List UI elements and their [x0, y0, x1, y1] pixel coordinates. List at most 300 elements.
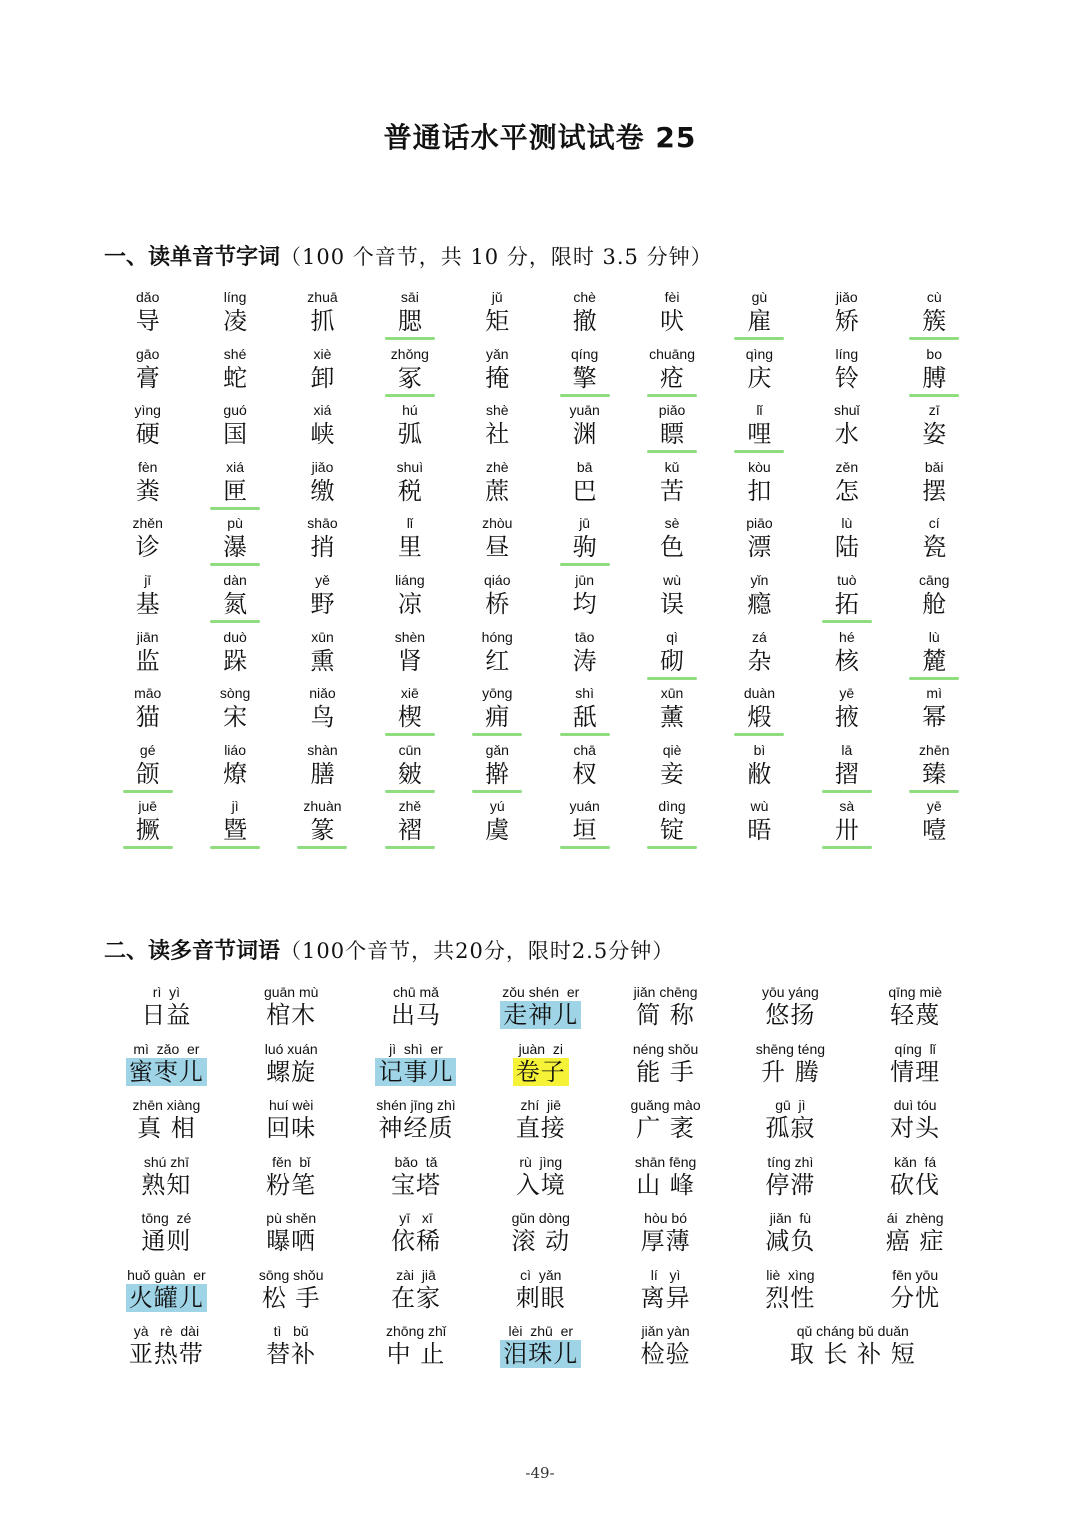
highlighted-word: 蜜枣儿: [126, 1058, 207, 1086]
char-cell: [628, 741, 715, 798]
word-text: 依稀: [390, 1227, 441, 1255]
pinyin-label: qīng miè: [888, 984, 943, 1000]
pinyin-label: zhěn: [132, 515, 163, 532]
char-cell: [366, 401, 453, 458]
char-cell: [891, 684, 978, 741]
word-text: 神经质: [378, 1114, 454, 1142]
pinyin-label: líng: [223, 289, 247, 305]
pinyin-label: chuāng: [649, 345, 695, 362]
pinyin-label: bā: [576, 458, 593, 475]
pinyin-label: cūn: [398, 741, 422, 758]
word-cell: [229, 1153, 354, 1210]
char-cell: [541, 345, 628, 402]
char-cell: [891, 797, 978, 854]
hanzi-char: 驹: [572, 533, 597, 562]
hanzi-char: 诊: [135, 533, 160, 562]
char-cell: [541, 288, 628, 345]
difficulty-underline: [385, 790, 435, 793]
pinyin-label: gù: [751, 289, 768, 305]
char-cell: [191, 514, 278, 571]
hanzi-char: 瞟: [660, 420, 685, 449]
hanzi-char: 凌: [223, 307, 248, 335]
hanzi-char: 渊: [572, 420, 597, 449]
hanzi-char: 噎: [922, 816, 947, 845]
pinyin-label: zá: [752, 628, 767, 645]
pinyin-label: shēng téng: [755, 1040, 826, 1057]
pinyin-label: zěn: [835, 458, 859, 475]
pinyin-label: māo: [134, 685, 162, 702]
difficulty-underline: [909, 790, 959, 793]
pinyin-label: líng: [835, 345, 859, 362]
word-cell: [478, 1096, 603, 1153]
hanzi-char: 税: [397, 476, 422, 505]
pinyin-label: zhí jiē: [520, 1097, 562, 1113]
difficulty-underline: [560, 846, 610, 849]
char-cell: [803, 458, 890, 515]
hanzi-char: 燎: [223, 759, 248, 788]
pinyin-label: jiǎo: [835, 289, 858, 305]
pinyin-label: jì: [231, 798, 239, 815]
hanzi-char: 卸: [310, 363, 335, 392]
pinyin-label: kǔ: [664, 458, 680, 475]
pinyin-label: yī xī: [399, 1210, 433, 1226]
char-cell: [366, 345, 453, 402]
difficulty-underline: [734, 337, 784, 340]
word-text: 螺旋: [266, 1057, 317, 1086]
pinyin-label: zhōng zhǐ: [386, 1323, 446, 1339]
word-cell: [853, 1040, 978, 1097]
hanzi-char: 苦: [660, 476, 685, 505]
hanzi-char: 雇: [747, 307, 772, 335]
pinyin-label: guān mù: [263, 984, 319, 1000]
pinyin-label: chū mǎ: [393, 984, 439, 1000]
char-cell: [191, 401, 278, 458]
char-cell: [191, 628, 278, 685]
hanzi-char: 国: [223, 420, 248, 449]
char-cell: [366, 288, 453, 345]
word-text: 轻蔑: [890, 1001, 941, 1029]
difficulty-underline: [385, 394, 435, 397]
pinyin-label: yē: [926, 798, 942, 815]
hanzi-char: 臻: [922, 759, 947, 788]
char-cell: [628, 401, 715, 458]
hanzi-char: 掩: [485, 363, 510, 392]
word-cell: [603, 1040, 728, 1097]
hanzi-char: 敝: [747, 759, 772, 788]
hanzi-char: 导: [135, 307, 160, 335]
char-cell: [191, 458, 278, 515]
pinyin-label: duò: [223, 628, 247, 645]
char-cell: [803, 401, 890, 458]
char-cell: [628, 514, 715, 571]
word-text: 取 长 补 短: [789, 1340, 916, 1368]
word-cell: [853, 983, 978, 1040]
char-cell: [891, 401, 978, 458]
hanzi-char: 腮: [397, 307, 422, 335]
word-text: 简 称: [636, 1001, 695, 1029]
hanzi-char: 峡: [310, 420, 335, 449]
char-cell: [803, 628, 890, 685]
pinyin-label: zī: [928, 402, 940, 419]
char-cell: [891, 741, 978, 798]
char-cell: [191, 345, 278, 402]
difficulty-underline: [123, 790, 173, 793]
char-cell: [366, 741, 453, 798]
pinyin-label: cí: [928, 515, 940, 532]
hanzi-char: 哩: [747, 420, 772, 449]
word-cell: [603, 1096, 728, 1153]
pinyin-label: duàn: [743, 685, 775, 702]
word-cell: [354, 1209, 479, 1266]
section2-heading-note: （100个音节，共20分，限时2.5分钟）: [280, 939, 675, 963]
pinyin-label: jǔ: [491, 289, 503, 305]
pinyin-label: kòu: [748, 458, 771, 475]
pinyin-label: sè: [664, 515, 680, 532]
pinyin-label: shàn: [307, 741, 338, 758]
hanzi-char: 社: [485, 420, 510, 449]
hanzi-char: 幂: [922, 703, 947, 732]
highlighted-word: 卷子: [513, 1058, 569, 1086]
word-text: 亚热带: [128, 1340, 204, 1368]
pinyin-label: guǎng mào: [630, 1097, 701, 1113]
pinyin-label: wù: [750, 798, 769, 815]
pinyin-label: zhuā: [307, 289, 338, 305]
word-cell: [354, 1096, 479, 1153]
pinyin-label: piǎo: [658, 402, 686, 419]
hanzi-char: 粪: [135, 476, 160, 505]
char-cell: [541, 628, 628, 685]
word-text: 日益: [141, 1001, 192, 1029]
word-cell: [728, 983, 853, 1040]
char-cell: [104, 345, 191, 402]
pinyin-label: dìng: [658, 798, 686, 815]
hanzi-char: 里: [397, 533, 422, 562]
char-cell: [454, 684, 541, 741]
pinyin-label: qì: [666, 628, 678, 645]
hanzi-char: 颌: [135, 759, 160, 788]
word-cell: [853, 1096, 978, 1153]
char-cell: [628, 288, 715, 345]
pinyin-label: lā: [841, 741, 853, 758]
difficulty-underline: [909, 337, 959, 340]
word-text: 入境: [515, 1170, 566, 1199]
word-cell: [104, 1266, 229, 1323]
char-cell: [191, 797, 278, 854]
pinyin-label: rì yì: [152, 984, 181, 1000]
char-cell: [716, 345, 803, 402]
pinyin-label: xūn: [311, 628, 334, 645]
word-text: 升 腾: [761, 1057, 820, 1086]
highlighted-word: 火罐儿: [126, 1284, 207, 1312]
char-cell: [628, 684, 715, 741]
pinyin-label: liáo: [224, 741, 246, 758]
char-cell: [279, 684, 366, 741]
word-text: 棺木: [266, 1001, 317, 1029]
word-cell: [853, 1209, 978, 1266]
word-text: 广 袤: [636, 1114, 695, 1142]
char-cell: [366, 797, 453, 854]
hanzi-char: 猫: [135, 703, 160, 732]
word-cell: [354, 1153, 479, 1210]
hanzi-char: 摆: [922, 476, 947, 505]
pinyin-label: yuān: [569, 402, 600, 419]
hanzi-char: 涛: [572, 646, 597, 675]
pinyin-label: jiǎo: [311, 458, 334, 475]
pinyin-label: jiǎn yàn: [641, 1323, 690, 1339]
hanzi-char: 跺: [223, 646, 248, 675]
char-cell: [716, 628, 803, 685]
pinyin-label: fěn bǐ: [272, 1153, 311, 1170]
single-syllable-grid: [104, 288, 978, 854]
word-cell: [354, 983, 479, 1040]
word-text: 癌 症: [885, 1227, 945, 1255]
multi-syllable-grid: [104, 983, 978, 1379]
pinyin-label: lù: [928, 628, 940, 645]
hanzi-char: 痈: [485, 703, 510, 732]
word-text: 情理: [890, 1057, 941, 1086]
hanzi-char: 篆: [310, 816, 335, 845]
pinyin-label: yǐn: [750, 571, 769, 588]
pinyin-label: lèi zhū er: [508, 1323, 574, 1339]
hanzi-char: 垣: [572, 816, 597, 845]
pinyin-label: pù shěn: [266, 1210, 317, 1226]
difficulty-underline: [210, 563, 260, 566]
char-cell: [803, 514, 890, 571]
difficulty-underline: [734, 733, 784, 736]
hanzi-char: 擎: [572, 363, 597, 392]
section2-heading-lead: 二、读多音节词语: [104, 939, 281, 964]
word-cell: [728, 1322, 978, 1379]
word-cell: [728, 1153, 853, 1210]
char-cell: [541, 684, 628, 741]
page-title: 普通话水平测试试卷 25: [383, 121, 697, 154]
pinyin-label: yē: [839, 685, 855, 702]
word-text: 曝哂: [266, 1227, 317, 1255]
hanzi-char: 锭: [660, 816, 685, 845]
hanzi-char: 陆: [834, 533, 859, 562]
hanzi-char: 基: [135, 589, 160, 618]
char-cell: [716, 571, 803, 628]
char-cell: [628, 345, 715, 402]
difficulty-underline: [560, 394, 610, 397]
word-cell: [728, 1209, 853, 1266]
hanzi-char: 抓: [310, 307, 335, 335]
char-cell: [541, 571, 628, 628]
hanzi-char: 擀: [485, 759, 510, 788]
pinyin-label: zhòu: [482, 515, 513, 532]
pinyin-label: jūn: [575, 571, 594, 588]
difficulty-underline: [822, 620, 872, 623]
pinyin-label: hé: [839, 628, 855, 645]
word-cell: [229, 1322, 354, 1379]
section1-heading-note: （100 个音节，共 10 分，限时 3.5 分钟）: [280, 245, 713, 269]
difficulty-underline: [560, 733, 610, 736]
pinyin-label: chè: [573, 289, 596, 305]
hanzi-char: 矩: [485, 307, 510, 335]
pinyin-label: rù jìng: [519, 1153, 563, 1170]
char-cell: [716, 741, 803, 798]
pinyin-label: shèn: [394, 628, 426, 645]
char-cell: [891, 514, 978, 571]
pinyin-label: shé: [223, 345, 247, 362]
pinyin-label: yōu yáng: [761, 984, 819, 1000]
pinyin-label: bǎo tǎ: [394, 1153, 438, 1170]
highlighted-word: 走神儿: [500, 1001, 581, 1029]
pinyin-label: yōng: [482, 685, 513, 702]
word-cell: [354, 1266, 479, 1323]
pinyin-label: liè xìng: [766, 1266, 815, 1283]
pinyin-label: xūn: [660, 685, 684, 702]
hanzi-char: 拓: [834, 589, 859, 618]
hanzi-char: 卅: [834, 816, 859, 845]
pinyin-label: jī: [144, 571, 152, 588]
pinyin-label: qìng: [745, 345, 774, 362]
hanzi-char: 摺: [834, 759, 859, 788]
word-text: 松 手: [261, 1283, 321, 1312]
word-text: 替补: [266, 1340, 317, 1368]
pinyin-label: juē: [138, 798, 158, 815]
pinyin-label: shāo: [307, 515, 338, 532]
pinyin-label: yǎn: [485, 345, 509, 362]
char-cell: [454, 571, 541, 628]
pinyin-label: néng shǒu: [632, 1040, 699, 1057]
hanzi-char: 水: [834, 420, 859, 449]
word-cell: [104, 983, 229, 1040]
hanzi-char: 鸟: [310, 703, 335, 732]
pinyin-label: zǒu shén er: [502, 984, 580, 1000]
char-cell: [891, 345, 978, 402]
highlighted-word: 记事儿: [375, 1058, 456, 1086]
word-text: 砍伐: [890, 1170, 941, 1199]
word-text: 滚 动: [511, 1227, 571, 1255]
pinyin-label: lù: [841, 515, 853, 532]
char-cell: [191, 288, 278, 345]
hanzi-char: 核: [834, 646, 859, 675]
hanzi-char: 妾: [660, 759, 685, 788]
hanzi-char: 膊: [922, 363, 947, 392]
hanzi-char: 桥: [485, 589, 510, 618]
pinyin-label: jì shì er: [389, 1040, 443, 1057]
char-cell: [803, 288, 890, 345]
difficulty-underline: [385, 337, 435, 340]
word-cell: [354, 1322, 479, 1379]
difficulty-underline: [123, 846, 173, 849]
char-cell: [279, 571, 366, 628]
char-cell: [104, 571, 191, 628]
char-cell: [104, 628, 191, 685]
hanzi-char: 簇: [922, 307, 947, 335]
word-cell: [104, 1322, 229, 1379]
hanzi-char: 舱: [922, 589, 947, 618]
word-cell: [478, 1153, 603, 1210]
hanzi-char: 匣: [223, 476, 248, 505]
pinyin-label: tíng zhì: [767, 1153, 814, 1170]
hanzi-char: 虞: [485, 816, 510, 845]
pinyin-label: cù: [926, 289, 942, 305]
highlighted-word: 泪珠儿: [500, 1340, 581, 1368]
hanzi-char: 砌: [660, 646, 685, 675]
difficulty-underline: [385, 733, 435, 736]
pinyin-label: xiè: [313, 345, 332, 362]
hanzi-char: 熏: [310, 646, 335, 675]
pinyin-label: zhēn xiàng: [132, 1097, 201, 1113]
pinyin-label: bo: [926, 345, 942, 362]
char-cell: [803, 684, 890, 741]
word-text: 熟知: [141, 1170, 192, 1199]
hanzi-char: 褶: [397, 816, 422, 845]
word-text: 停滞: [765, 1170, 816, 1199]
difficulty-underline: [647, 450, 697, 453]
char-cell: [279, 628, 366, 685]
hanzi-char: 杂: [747, 646, 772, 675]
pinyin-label: duì tóu: [893, 1097, 937, 1113]
word-text: 对头: [890, 1114, 941, 1142]
char-cell: [891, 288, 978, 345]
pinyin-label: lí yì: [650, 1266, 681, 1283]
pinyin-label: liáng: [395, 571, 425, 588]
pinyin-label: fēn yōu: [892, 1266, 939, 1283]
char-cell: [279, 514, 366, 571]
pinyin-label: chā: [573, 741, 596, 758]
char-cell: [279, 401, 366, 458]
word-text: 真 相: [137, 1114, 196, 1142]
hanzi-char: 蛇: [223, 363, 248, 392]
word-cell: [603, 1153, 728, 1210]
char-cell: [366, 684, 453, 741]
char-cell: [366, 571, 453, 628]
hanzi-char: 均: [572, 589, 597, 618]
char-cell: [891, 458, 978, 515]
char-cell: [454, 741, 541, 798]
pinyin-label: qiè: [662, 741, 682, 758]
word-text: 能 手: [636, 1057, 695, 1086]
pinyin-label: jiǎn fù: [769, 1210, 811, 1226]
hanzi-char: 色: [660, 533, 685, 562]
char-cell: [366, 514, 453, 571]
char-cell: [716, 458, 803, 515]
hanzi-char: 晤: [747, 816, 772, 845]
pinyin-label: sōng shǒu: [258, 1266, 324, 1283]
pinyin-label: yìng: [134, 402, 161, 419]
char-cell: [454, 797, 541, 854]
pinyin-label: shén jīng zhì: [376, 1097, 456, 1113]
hanzi-char: 庆: [747, 363, 772, 392]
hanzi-char: 瘾: [747, 589, 772, 618]
pinyin-label: yà rè dài: [133, 1323, 200, 1339]
difficulty-underline: [909, 394, 959, 397]
hanzi-char: 氮: [223, 589, 248, 618]
pinyin-label: qǔ cháng bǔ duǎn: [796, 1323, 909, 1339]
pinyin-label: pù: [227, 515, 243, 532]
difficulty-underline: [822, 790, 872, 793]
pinyin-label: hóng: [481, 628, 513, 645]
pinyin-label: xiá: [226, 458, 245, 475]
char-cell: [716, 684, 803, 741]
pinyin-label: piāo: [746, 515, 773, 532]
hanzi-char: 撤: [572, 307, 597, 335]
char-cell: [716, 401, 803, 458]
pinyin-label: cāng: [919, 571, 950, 588]
word-cell: [229, 1096, 354, 1153]
char-cell: [366, 458, 453, 515]
char-cell: [366, 628, 453, 685]
hanzi-char: 宋: [223, 703, 248, 732]
hanzi-char: 蔗: [485, 476, 510, 505]
hanzi-char: 肾: [397, 646, 422, 675]
pinyin-label: kǎn fá: [894, 1153, 937, 1170]
word-text: 检验: [640, 1340, 691, 1368]
hanzi-char: 漂: [747, 533, 772, 562]
